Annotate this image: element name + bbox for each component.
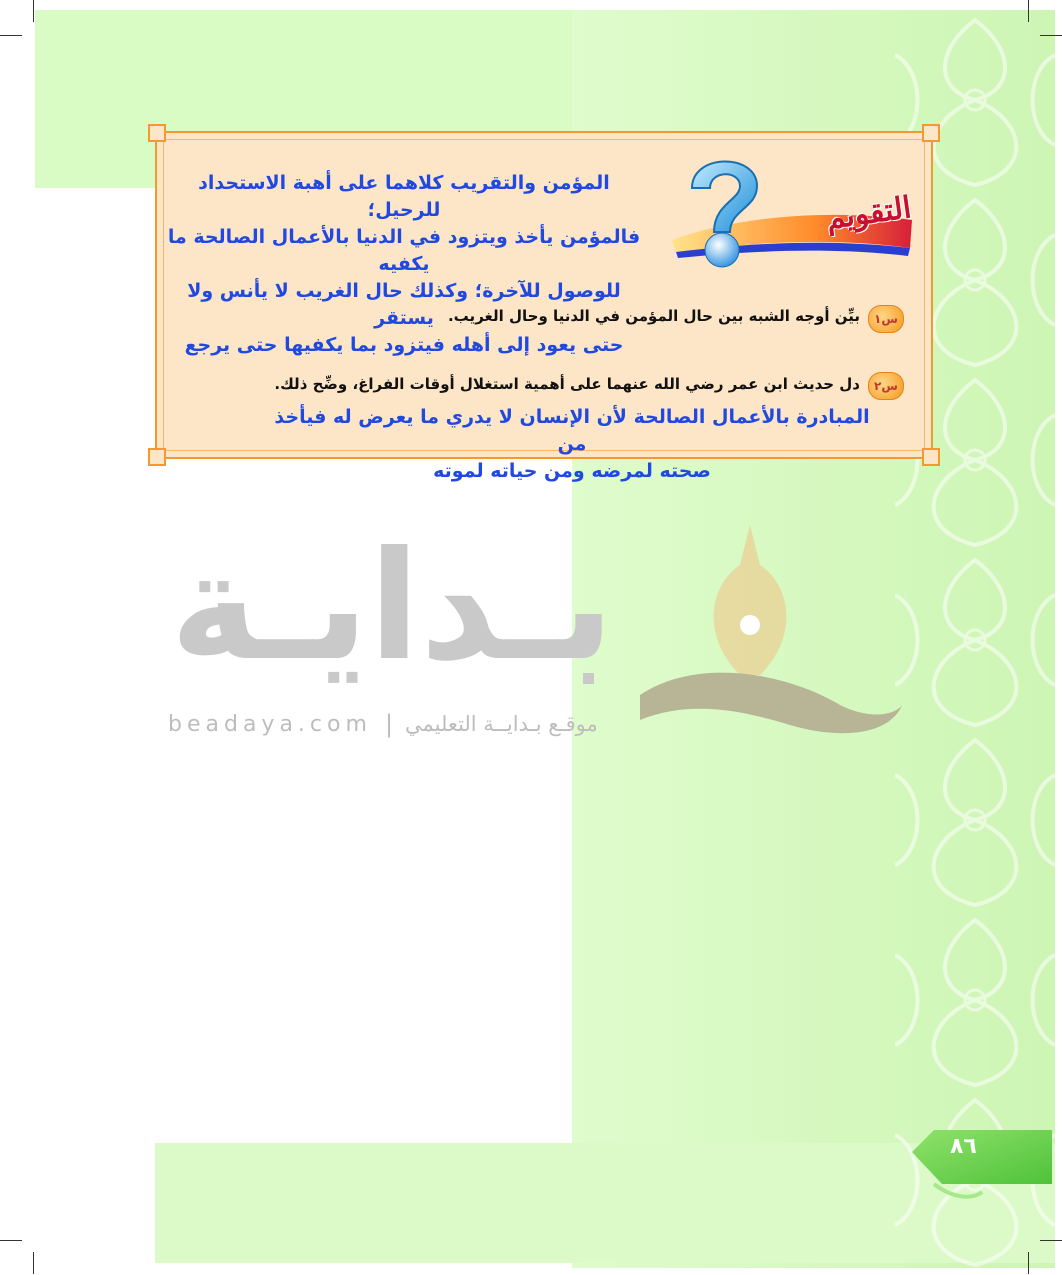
- box-corner-ornament: [922, 448, 940, 466]
- crop-mark: [33, 1252, 34, 1274]
- crop-mark: [1040, 1240, 1062, 1241]
- question-2-text: دل حديث ابن عمر رضي الله عنهما على أهمية استغلال أوقات الفراغ، وضِّح ذلك.: [274, 375, 860, 393]
- page-number-tab: [912, 1112, 1052, 1200]
- watermark-url: beadaya.com: [168, 712, 372, 737]
- watermark-separator: |: [385, 710, 394, 738]
- crop-mark: [0, 35, 22, 36]
- question-1-badge: س١: [868, 305, 904, 333]
- crop-mark: [1028, 1252, 1029, 1274]
- answer-1-line: للوصول للآخرة؛ وكذلك حال الغريب لا يأنس ولا يستقر: [187, 280, 621, 329]
- answer-1: [164, 170, 644, 359]
- answer-2-line: صحته لمرضه ومن حياته لموته: [433, 460, 711, 482]
- answer-2-line: المبادرة بالأعمال الصالحة لأن الإنسان لا يدري ما يعرض له فيأخذ من: [274, 406, 870, 455]
- answer-1-line: حتى يعود إلى أهله فيتزود بما يكفيها حتى يرجع: [184, 334, 624, 356]
- box-corner-ornament: [148, 448, 166, 466]
- watermark-logo-text: بـدايـة: [170, 520, 615, 694]
- crop-mark: [1028, 0, 1029, 22]
- pen-nib-logo-icon: [640, 525, 910, 745]
- evaluation-title: التقويم: [824, 190, 915, 237]
- answer-2: [262, 404, 882, 485]
- crop-mark: [33, 0, 34, 22]
- watermark-site-name: موقـع بـدايــة التعليمي: [405, 712, 598, 736]
- question-2-badge: س٢: [868, 372, 904, 400]
- answer-1-line: فالمؤمن يأخذ ويتزود في الدنيا بالأعمال الصالحة ما يكفيه: [167, 226, 641, 275]
- crop-mark: [0, 1240, 22, 1241]
- answer-1-line: المؤمن والتقريب كلاهما على أهبة الاستحداد للرحيل؛: [198, 172, 610, 221]
- box-corner-ornament: [148, 124, 166, 142]
- box-corner-ornament: [922, 124, 940, 142]
- question-1-text: بيِّن أوجه الشبه بين حال المؤمن في الدنيا وحال الغريب.: [447, 307, 860, 325]
- crop-mark: [1040, 35, 1062, 36]
- page-number: ٨٦: [950, 1134, 977, 1159]
